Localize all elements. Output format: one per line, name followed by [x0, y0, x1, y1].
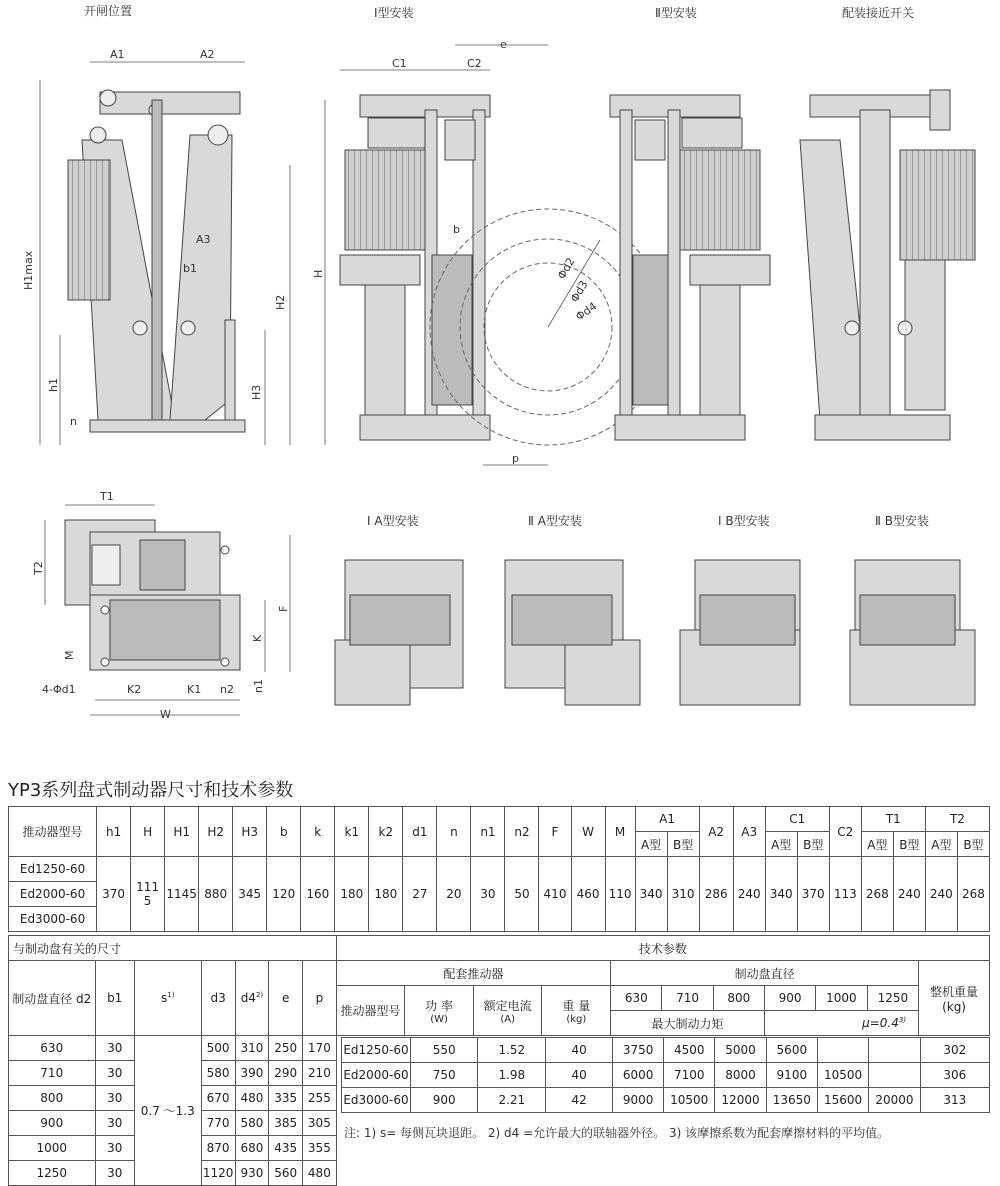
- dim-C2: C2: [467, 57, 482, 70]
- cell-n1: 30: [471, 857, 505, 932]
- dim-H1max: H1max: [22, 250, 35, 290]
- th-A3: A3: [733, 807, 765, 857]
- th-k1: k1: [335, 807, 369, 857]
- dim-M: M: [63, 650, 76, 660]
- cell-k1: 180: [335, 857, 369, 932]
- cell-torque-900: 5600: [766, 1038, 817, 1063]
- th-M: M: [605, 807, 635, 857]
- dim-b1: b1: [183, 262, 197, 275]
- cell-b1: 30: [95, 1036, 134, 1061]
- cell-torque-1000: [817, 1038, 868, 1063]
- cell-torque-800: 5000: [715, 1038, 766, 1063]
- th-p: p: [303, 961, 337, 1036]
- th-k: k: [301, 807, 335, 857]
- dim-H: H: [312, 269, 325, 278]
- th-A1: A1: [635, 807, 699, 832]
- th-current: 额定电流 (A): [473, 986, 542, 1036]
- th-b: b: [267, 807, 301, 857]
- dim-W: W: [160, 708, 171, 721]
- model-cell: Ed3000-60: [9, 907, 97, 932]
- section-disc-dims: 与制动盘有关的尺寸: [9, 936, 337, 961]
- cell-A1-b: 310: [667, 857, 699, 932]
- dim-h1: h1: [47, 378, 60, 392]
- cell-A2: 286: [699, 857, 733, 932]
- cell-d4: 930: [235, 1161, 269, 1186]
- cell-M: 110: [605, 857, 635, 932]
- dim-b: b: [453, 223, 460, 236]
- cell-T1-a: 268: [861, 857, 893, 932]
- cell-b1: 30: [95, 1061, 134, 1086]
- cell-total-weight: 302: [920, 1038, 989, 1063]
- th-C1-b: B型: [797, 832, 829, 857]
- cell-e: 335: [269, 1086, 303, 1111]
- th-diam: 1000: [816, 986, 867, 1011]
- cell-pusher-model: Ed3000-60: [342, 1088, 411, 1113]
- type-1-label: Ⅰ型安装: [374, 6, 414, 20]
- cell-power: 750: [410, 1063, 477, 1088]
- pusher-params-table: [341, 1037, 990, 1113]
- cell-p: 255: [303, 1086, 337, 1111]
- cell-T1-b: 240: [893, 857, 925, 932]
- cell-H1: 1145: [165, 857, 199, 932]
- cell-pusher-model: Ed1250-60: [342, 1038, 411, 1063]
- dim-d3: Φd3: [568, 278, 591, 305]
- drawing-proximity-switch: [800, 90, 975, 440]
- cell-e: 385: [269, 1111, 303, 1136]
- cell-n2: 50: [505, 857, 539, 932]
- cell-k: 160: [301, 857, 335, 932]
- cell-e: 560: [269, 1161, 303, 1186]
- cell-torque-710: 4500: [664, 1038, 715, 1063]
- cell-torque-1250: 20000: [869, 1088, 920, 1113]
- cell-torque-800: 8000: [715, 1063, 766, 1088]
- cell-torque-800: 12000: [715, 1088, 766, 1113]
- cell-current: 2.21: [478, 1088, 546, 1113]
- th-A1-a: A型: [635, 832, 667, 857]
- cell-d4: 680: [235, 1136, 269, 1161]
- cell-b: 120: [267, 857, 301, 932]
- type-1b-label: Ⅰ B型安装: [718, 514, 770, 528]
- cell-d3: 870: [201, 1136, 235, 1161]
- cell-F: 410: [539, 857, 571, 932]
- cell-C1-a: 340: [765, 857, 797, 932]
- th-diam: 630: [611, 986, 662, 1011]
- cell-b1: 30: [95, 1086, 134, 1111]
- cell-pusher-model: Ed2000-60: [342, 1063, 411, 1088]
- cell-e: 290: [269, 1061, 303, 1086]
- cell-torque-1250: [869, 1063, 920, 1088]
- drawing-type-2: [610, 95, 770, 440]
- th-d2: 制动盘直径 d2: [9, 961, 96, 1036]
- section-tech-params: 技术参数: [336, 936, 989, 961]
- th-diam: 900: [764, 986, 815, 1011]
- th-pushers: 配套推动器: [336, 961, 610, 986]
- cell-torque-710: 10500: [664, 1088, 715, 1113]
- dim-T2: T2: [32, 561, 45, 575]
- cell-d3: 580: [201, 1061, 235, 1086]
- cell-d3: 500: [201, 1036, 235, 1061]
- cell-T2-a: 240: [925, 857, 957, 932]
- th-diam: 710: [662, 986, 713, 1011]
- th-H: H: [131, 807, 165, 857]
- cell-d2: 900: [9, 1111, 96, 1136]
- th-diam: 1250: [867, 986, 918, 1011]
- drawing-open-position: [68, 90, 245, 432]
- cell-d4: 480: [235, 1086, 269, 1111]
- th-h1: h1: [97, 807, 131, 857]
- dim-d4: Φd4: [573, 299, 600, 324]
- cell-pusher-weight: 40: [546, 1038, 613, 1063]
- cell-d3: 670: [201, 1086, 235, 1111]
- th-T1-b: B型: [893, 832, 925, 857]
- page-title: YP3系列盘式制动器尺寸和技术参数: [8, 780, 294, 801]
- cell-e: 435: [269, 1136, 303, 1161]
- cell-A3: 240: [733, 857, 765, 932]
- th-e: e: [269, 961, 303, 1036]
- cell-pusher-weight: 40: [546, 1063, 613, 1088]
- drawing-2a: [505, 560, 640, 705]
- drawing-plan-view: [65, 520, 240, 670]
- drawing-type-1: [340, 95, 490, 440]
- cell-T2-b: 268: [957, 857, 989, 932]
- cell-s: 0.7 ～1.3: [134, 1036, 201, 1186]
- dim-p: p: [512, 452, 519, 465]
- dim-n1: n1: [252, 679, 265, 693]
- dim-K2: K2: [127, 683, 142, 696]
- dim-A1: A1: [110, 48, 125, 61]
- cell-torque-710: 7100: [664, 1063, 715, 1088]
- cell-b1: 30: [95, 1111, 134, 1136]
- type-1a-label: Ⅰ A型安装: [367, 514, 419, 528]
- cell-total-weight: 313: [920, 1088, 989, 1113]
- cell-n: 20: [437, 857, 471, 932]
- proximity-switch-label: 配装接近开关: [842, 6, 915, 20]
- th-model: 推动器型号: [9, 807, 97, 857]
- cell-p: 480: [303, 1161, 337, 1186]
- model-cell: Ed2000-60: [9, 882, 97, 907]
- cell-torque-900: 13650: [766, 1088, 817, 1113]
- cell-d4: 390: [235, 1061, 269, 1086]
- cell-total-weight: 306: [920, 1063, 989, 1088]
- th-n1: n1: [471, 807, 505, 857]
- cell-torque-1250: [869, 1038, 920, 1063]
- cell-torque-630: 3750: [613, 1038, 664, 1063]
- cell-power: 900: [410, 1088, 477, 1113]
- cell-power: 550: [410, 1038, 477, 1063]
- th-diam: 800: [713, 986, 764, 1011]
- dim-d1: 4-Φd1: [42, 683, 76, 696]
- type-2-label: Ⅱ型安装: [655, 6, 697, 20]
- th-d1: d1: [403, 807, 437, 857]
- cell-C2: 113: [829, 857, 861, 932]
- cell-d2: 1000: [9, 1136, 96, 1161]
- cell-b1: 30: [95, 1161, 134, 1186]
- cell-b1: 30: [95, 1136, 134, 1161]
- dim-d2: Φd2: [555, 255, 578, 282]
- th-max-torque: 最大制动力矩: [611, 1011, 765, 1036]
- th-k2: k2: [369, 807, 403, 857]
- dim-H2: H2: [274, 294, 287, 310]
- cell-d3: 1120: [201, 1161, 235, 1186]
- cell-torque-630: 9000: [613, 1088, 664, 1113]
- cell-d2: 630: [9, 1036, 96, 1061]
- cell-d2: 800: [9, 1086, 96, 1111]
- dim-F: F: [277, 605, 290, 612]
- th-disc-diameter: 制动盘直径: [611, 961, 919, 986]
- th-mu: $\mu=0.4^{3)}$: [764, 1011, 918, 1036]
- th-power: 功 率 (W): [405, 986, 474, 1036]
- dim-C1: C1: [392, 57, 407, 70]
- th-n2: n2: [505, 807, 539, 857]
- cell-h1: 370: [97, 857, 131, 932]
- cell-p: 305: [303, 1111, 337, 1136]
- th-s: $s^{1)}$: [134, 961, 201, 1036]
- type-2a-label: Ⅱ A型安装: [528, 514, 582, 528]
- dim-A2: A2: [200, 48, 215, 61]
- th-d3: d3: [201, 961, 235, 1036]
- cell-torque-630: 6000: [613, 1063, 664, 1088]
- type-2b-label: Ⅱ B型安装: [875, 514, 929, 528]
- cell-W: 460: [571, 857, 605, 932]
- cell-pusher-weight: 42: [546, 1088, 613, 1113]
- th-C1-a: A型: [765, 832, 797, 857]
- cell-k2: 180: [369, 857, 403, 932]
- th-C1: C1: [765, 807, 829, 832]
- cell-p: 210: [303, 1061, 337, 1086]
- drawing-2b: [850, 560, 975, 705]
- th-pusher-weight: 重 量 (kg): [542, 986, 611, 1036]
- th-W: W: [571, 807, 605, 857]
- cell-e: 250: [269, 1036, 303, 1061]
- th-H1: H1: [165, 807, 199, 857]
- cell-d4: 580: [235, 1111, 269, 1136]
- th-pusher-model: 推动器型号: [336, 986, 405, 1036]
- th-T1: T1: [861, 807, 925, 832]
- cell-H2: 880: [199, 857, 233, 932]
- drawing-1b: [680, 560, 800, 705]
- cell-current: 1.98: [478, 1063, 546, 1088]
- th-H3: H3: [233, 807, 267, 857]
- cell-C1-b: 370: [797, 857, 829, 932]
- drawing-1a: [335, 560, 463, 705]
- open-position-label: 开闸位置: [84, 4, 133, 18]
- cell-d3: 770: [201, 1111, 235, 1136]
- th-weight: 整机重量 (kg): [919, 961, 990, 1036]
- cell-torque-900: 9100: [766, 1063, 817, 1088]
- th-T2-b: B型: [957, 832, 989, 857]
- th-A1-b: B型: [667, 832, 699, 857]
- dim-K: K: [251, 634, 264, 642]
- th-T2-a: A型: [925, 832, 957, 857]
- cell-d4: 310: [235, 1036, 269, 1061]
- th-F: F: [539, 807, 571, 857]
- th-T1-a: A型: [861, 832, 893, 857]
- dimension-table: [8, 806, 990, 932]
- cell-current: 1.52: [478, 1038, 546, 1063]
- dim-e: e: [500, 38, 507, 51]
- dim-A3: A3: [196, 233, 211, 246]
- cell-H: 111 5: [131, 857, 165, 932]
- model-cell: Ed1250-60: [9, 857, 97, 882]
- cell-d2: 710: [9, 1061, 96, 1086]
- cell-d1: 27: [403, 857, 437, 932]
- dim-n2: n2: [220, 683, 234, 696]
- th-C2: C2: [829, 807, 861, 857]
- cell-torque-1000: 15600: [817, 1088, 868, 1113]
- cell-d2: 1250: [9, 1161, 96, 1186]
- cell-H3: 345: [233, 857, 267, 932]
- th-b1: b1: [95, 961, 134, 1036]
- cell-torque-1000: 10500: [817, 1063, 868, 1088]
- th-n: n: [437, 807, 471, 857]
- dim-T1: T1: [100, 490, 114, 503]
- th-T2: T2: [925, 807, 989, 832]
- dim-n: n: [70, 415, 77, 428]
- th-A2: A2: [699, 807, 733, 857]
- cell-A1-a: 340: [635, 857, 667, 932]
- th-H2: H2: [199, 807, 233, 857]
- dim-H3: H3: [250, 384, 263, 400]
- footnote: 注: 1) s= 每侧瓦块退距。 2) d4 =允许最大的联轴器外径。 3) 该摩擦系数为配套摩擦材料的平均值。: [344, 1126, 890, 1140]
- cell-p: 355: [303, 1136, 337, 1161]
- th-d4: d4$^{2)}$: [235, 961, 269, 1036]
- cell-p: 170: [303, 1036, 337, 1061]
- dim-K1: K1: [187, 683, 202, 696]
